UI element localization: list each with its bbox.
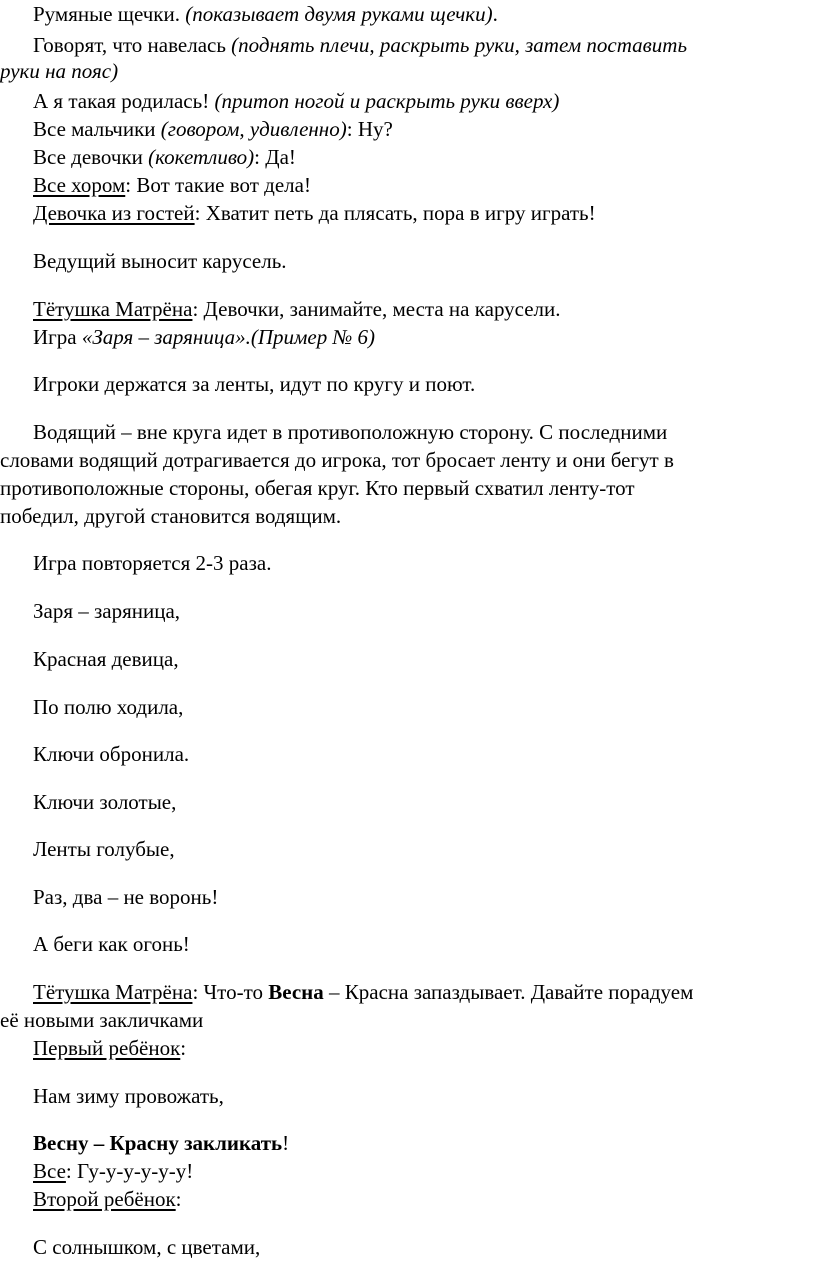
text: ! xyxy=(282,1131,290,1155)
text: А я такая родилась! xyxy=(33,89,215,113)
speaker-name: Тётушка Матрёна xyxy=(33,980,193,1004)
text: : Ну? xyxy=(346,117,393,141)
text: Ведущий выносит карусель. xyxy=(33,249,287,273)
text-line xyxy=(33,1,498,27)
text-line xyxy=(33,172,311,198)
text: : Да! xyxy=(254,145,296,169)
text: – Красна запаздывает. Давайте порадуем xyxy=(323,980,694,1004)
text: : xyxy=(175,1187,182,1211)
text-line xyxy=(0,447,674,473)
text: По полю ходила, xyxy=(33,695,184,719)
text: : Что-то xyxy=(192,980,269,1004)
text-line xyxy=(33,32,687,58)
speaker-name: Все хором xyxy=(33,173,126,197)
text: противоположные стороны, обегая круг. Кто первый схватил ленту-тот xyxy=(0,476,635,500)
verse-line xyxy=(33,1234,260,1260)
text-line xyxy=(33,1158,193,1184)
text: : Хватит петь да плясать, пора в игру играть! xyxy=(194,201,596,225)
stage-direction: (показывает двумя руками щечки) xyxy=(185,2,493,26)
text: Игра повторяется 2-3 раза. xyxy=(33,551,272,575)
text-line xyxy=(33,296,561,322)
speaker-name: Первый ребёнок xyxy=(33,1036,181,1060)
text-line xyxy=(0,503,341,529)
text-line xyxy=(33,550,271,576)
verse-line xyxy=(33,694,183,720)
game-title: «Заря – заряница».(Пример № 6) xyxy=(81,325,376,349)
text: Водящий – вне круга идет в противоположную сторону. С последними xyxy=(33,420,668,444)
text: Румяные щечки. xyxy=(33,2,186,26)
text-line xyxy=(33,144,296,170)
stage-direction: (притоп ногой и раскрыть руки вверх) xyxy=(214,89,560,113)
speaker-name: Девочка из гостей xyxy=(33,201,195,225)
text-line xyxy=(33,1035,186,1061)
verse-line xyxy=(33,1130,289,1156)
text-line xyxy=(33,248,287,274)
text: Ключи обронила. xyxy=(33,742,190,766)
text: : Гу-у-у-у-у-у! xyxy=(65,1159,194,1183)
text-line xyxy=(33,116,393,142)
text: Нам зиму провожать, xyxy=(33,1084,224,1108)
text-line xyxy=(0,58,118,84)
text: С солнышком, с цветами, xyxy=(33,1235,261,1259)
text-line xyxy=(33,419,667,445)
verse-line xyxy=(33,836,175,862)
text-line xyxy=(0,475,635,501)
text: : xyxy=(180,1036,187,1060)
text: : Вот такие вот дела! xyxy=(125,173,311,197)
verse-line xyxy=(33,789,176,815)
text: Игра xyxy=(33,325,82,349)
text: Ключи золотые, xyxy=(33,790,177,814)
text: Красная девица, xyxy=(33,647,179,671)
text-line xyxy=(33,324,375,350)
verse-line xyxy=(33,741,189,767)
speaker-name: Второй ребёнок xyxy=(33,1187,176,1211)
text: Раз, два – не воронь! xyxy=(33,885,219,909)
speaker-name: Тётушка Матрёна xyxy=(33,297,193,321)
text: А беги как огонь! xyxy=(33,932,190,956)
speaker-name: Все xyxy=(33,1159,66,1183)
verse-line xyxy=(33,884,218,910)
text: Игроки держатся за ленты, идут по кругу и поют. xyxy=(33,372,476,396)
text: Ленты голубые, xyxy=(33,837,175,861)
verse-line xyxy=(33,598,180,624)
bold-text: Весна xyxy=(268,980,324,1004)
stage-direction: руки на пояс) xyxy=(0,59,119,83)
text-line xyxy=(33,371,475,397)
text-line xyxy=(33,979,693,1005)
text: . xyxy=(492,2,498,26)
text: победил, другой становится водящим. xyxy=(0,504,342,528)
text: : Девочки, занимайте, места на карусели. xyxy=(192,297,561,321)
text-line xyxy=(0,1007,203,1033)
text: Говорят, что навелась xyxy=(33,33,232,57)
verse-line xyxy=(33,1083,224,1109)
stage-direction: (говором, удивленно) xyxy=(160,117,347,141)
stage-direction: (кокетливо) xyxy=(148,145,255,169)
text: её новыми закличками xyxy=(0,1008,204,1032)
text-line xyxy=(33,88,559,114)
verse-line xyxy=(33,646,179,672)
text-line xyxy=(33,1186,182,1212)
verse-line xyxy=(33,931,190,957)
stage-direction: (поднять плечи, раскрыть руки, затем поставить xyxy=(231,33,687,57)
text: словами водящий дотрагивается до игрока, тот бросает ленту и они бегут в xyxy=(0,448,674,472)
text-line xyxy=(33,200,596,226)
text: Все мальчики xyxy=(33,117,161,141)
bold-text: Весну – Красну закликать xyxy=(33,1131,283,1155)
text: Заря – заряница, xyxy=(33,599,181,623)
text: Все девочки xyxy=(33,145,149,169)
